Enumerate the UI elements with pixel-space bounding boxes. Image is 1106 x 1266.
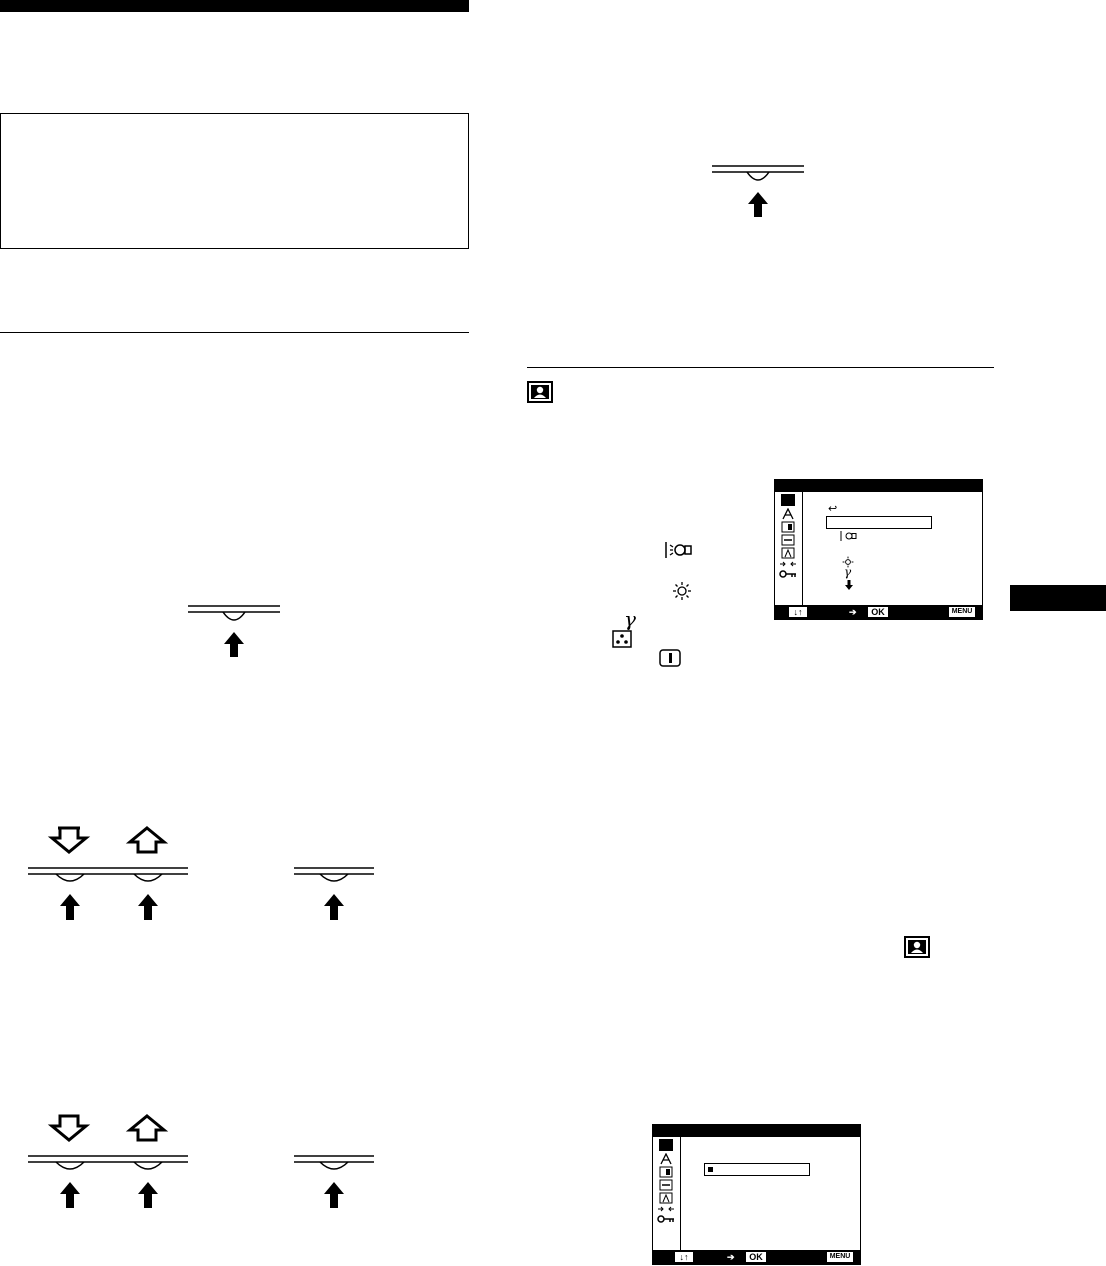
osd-slider-fill xyxy=(708,1167,713,1172)
page-side-tab xyxy=(1010,585,1106,611)
gamma-icon: γ xyxy=(624,607,636,631)
osd-footer-right-arrow: ➔ xyxy=(849,607,857,617)
osd-input-tab-icon xyxy=(779,560,797,568)
reset-icon xyxy=(659,649,681,667)
osd-footer-ok: OK xyxy=(868,607,888,617)
osd-more-down-icon xyxy=(845,580,853,590)
osd-position-tab-icon-2 xyxy=(659,1179,673,1191)
backlight-icon xyxy=(663,540,693,560)
osd-footer-2 xyxy=(653,1250,860,1264)
osd-footer-ok-2: OK xyxy=(746,1252,766,1262)
osd-footer xyxy=(775,605,982,619)
osd-back-icon: ↩ xyxy=(828,503,838,515)
osd-slider-box xyxy=(704,1163,810,1176)
osd-backlight-icon xyxy=(839,530,857,542)
osd-lock-tab-icon xyxy=(779,570,797,578)
ok-button-illustration-1 xyxy=(294,866,374,922)
osd-language-tab-icon-2 xyxy=(659,1192,673,1204)
up-down-buttons-illustration-2 xyxy=(28,1110,188,1210)
osd-backlight-submenu-screen xyxy=(652,1124,861,1265)
brightness-icon xyxy=(672,581,692,601)
osd-language-tab-icon xyxy=(781,547,795,559)
osd-title-bar xyxy=(775,480,982,492)
section-divider-left xyxy=(0,332,469,333)
osd-footer-menu: MENU xyxy=(949,607,975,617)
osd-footer-arrows: ↓↑ xyxy=(789,607,807,617)
osd-lock-tab-icon-2 xyxy=(657,1215,675,1223)
osd-footer-right-arrow-2: ➔ xyxy=(727,1252,735,1262)
osd-size-tab-icon-2 xyxy=(659,1166,673,1178)
ok-button-illustration-2 xyxy=(294,1154,374,1210)
menu-button-illustration-left xyxy=(188,604,280,660)
osd-size-tab-icon xyxy=(781,521,795,533)
sharpness-icon xyxy=(612,630,632,648)
osd-input-tab-icon-2 xyxy=(657,1205,675,1213)
picture-menu-icon-inline xyxy=(904,936,930,958)
menu-button-illustration-top xyxy=(712,164,804,220)
osd-picture-menu-screen xyxy=(774,479,983,620)
osd-picture-tab-icon xyxy=(781,494,795,506)
picture-menu-icon xyxy=(527,381,553,403)
osd-position-tab-icon xyxy=(781,534,795,546)
note-box xyxy=(0,113,469,249)
osd-color-tab-icon xyxy=(781,508,795,520)
osd-footer-menu-2: MENU xyxy=(827,1252,853,1262)
up-down-buttons-illustration-1 xyxy=(28,822,188,922)
osd-footer-arrows-2: ↓↑ xyxy=(675,1252,693,1262)
osd-color-tab-icon-2 xyxy=(659,1153,673,1165)
osd-selected-item-box xyxy=(826,516,932,529)
osd-picture-tab-icon-2 xyxy=(659,1139,673,1151)
section-divider-right xyxy=(527,367,994,368)
osd-gamma-icon: γ xyxy=(844,565,852,579)
osd-title-bar-2 xyxy=(653,1125,860,1137)
section-heading-bar xyxy=(0,0,469,12)
